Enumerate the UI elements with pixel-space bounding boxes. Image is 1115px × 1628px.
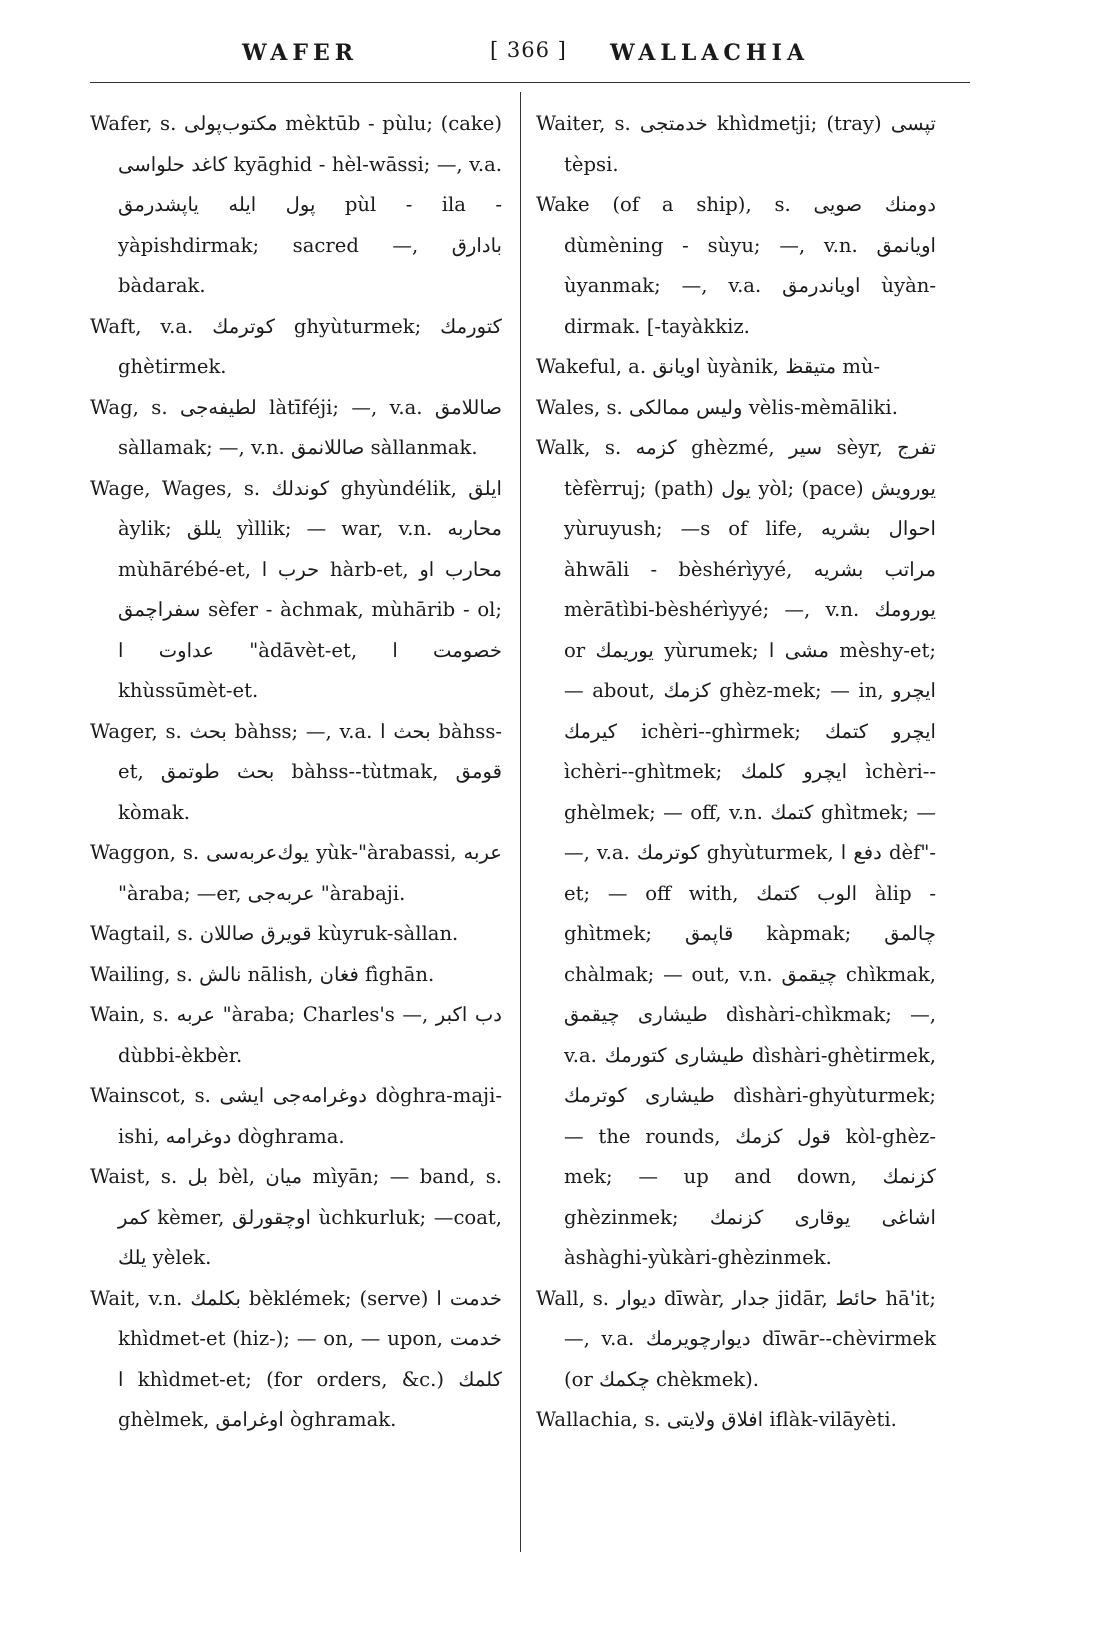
entry-wagtail: Wagtail, s. قویرق صاللان kùyruk-sàllan. (90, 922, 459, 945)
page-number: [ 366 ] (490, 38, 567, 62)
entry-wag: Wag, s. لطیفه‌جی làtīféji; —, v.a. صاللامق sàllamak; —, v.n. صاللانمق sàllanmak. (90, 395, 502, 459)
entry-wage: Wage, Wages, s. كوندلك ghyùndélik, ایلق àylik; یللق yìllik; — war, v.n. محاربه mùhārébé-et, حرب ا hàrb-et, محارب او سفراچمق sèfer - àchmak, mùhārib - ol; عداوت ا "àdāvèt-et, خصومت ا khùssūmèt-et. (90, 476, 502, 702)
entry-wailing: Wailing, s. نالش nālish, فغان fìghān. (90, 962, 435, 986)
entry-wakeful: Wakeful, a. اویانق ùyànik, متیقظ mù- (536, 355, 881, 378)
entry-waft: Waft, v.a. كوترمك ghyùturmek; كتورمك ghètirmek. (90, 314, 502, 378)
right-column (536, 104, 936, 1441)
entry-wainscot: Wainscot, s. دوغرامه‌جی ایشی dòghra-maji-ishi, دوغرامه dòghrama. (90, 1084, 502, 1148)
left-column (90, 104, 502, 1441)
entry-wager: Wager, s. بحث bàhss; —, v.a. بحث ا bàhss-et, بحث طوتمق bàhss--tùtmak, قومق kòmak. (90, 719, 502, 824)
entry-waist: Waist, s. بل bèl, میان mìyān; — band, s. كمر kèmer, اوچقورلق ùchkurluk; —coat, یلك yèlek. (90, 1165, 502, 1269)
entry-walk: Walk, s. كزمه ghèzmé, سیر sèyr, تفرج tèfèrruj; (path) یول yòl; (pace) یورویش yùruyush; —s of life, احوال بشریه àhwāli - bèshérìyyé, مراتب بشریه mèrātìbi-bèshérìyyé; —, v.n. یورومك or یوریمك yùrumek; مشی ا mèshy-et; — about, كزمك ghèz-mek; — in, ایچرو كیرمك ichèri--ghìrmek; ایچرو كتمك ìchèri--ghìtmek; ایچرو كلمك ìchèri--ghèlmek; — off, v.n. كتمك ghìtmek; — —, v.a. كوترمك ghyùturmek, دفع ا dèf"-et; — off with, الوب كتمك àlip - ghìtmek; قاپمق kàpmak; چالمق chàlmak; — out, v.n. چیقمق chìkmak, طیشاری چیقمق dìshàri-chìkmak; —, v.a. طیشاری كتورمك dìshàri-ghètirmek, طیشاری كوترمك dìshàri-ghyùturmek; — the rounds, قول كزمك kòl-ghèz-mek; — up and down, كزنمك ghèzinmek; اشاغی یوقاری كزنمك àshàghi-yùkàri-ghèzinmek. (536, 436, 937, 1269)
entry-wake: Wake (of a ship), s. دومنك صویی dùmèning - sùyu; —, v.n. اویانمق ùyanmak; —, v.a. اویاندرمق ùyàn-dirmak. [-tayàkkiz. (536, 193, 936, 338)
entry-waggon: Waggon, s. یوك‌عربه‌سی yùk-"àrabassi, عربه "àraba; —er, عربه‌جی "àrabaji. (90, 841, 502, 905)
column-divider (520, 92, 521, 1552)
entry-wales: Wales, s. ولیس ممالكی vèlis-mèmāliki. (536, 395, 898, 419)
running-header (90, 34, 970, 74)
header-right-word: WALLACHIA (610, 40, 810, 66)
entry-wain: Wain, s. عربه "àraba; Charles's —, دب اكبر dùbbi-èkbèr. (90, 1003, 502, 1067)
entry-wall: Wall, s. دیوار dīwàr, جدار jidār, حائط hā'it; —, v.a. دیوارچویرمك dīwār--chèvirmek (or چكمك chèkmek). (536, 1286, 936, 1391)
header-left-word: WAFER (242, 40, 359, 66)
entry-wait: Wait, v.n. بكلمك bèklémek; (serve) خدمت ا khìdmet-et (hiz-); — on, — upon, خدمت ا khìdmet-et; (for orders, &c.) كلمك ghèlmek, اوغرامق òghramak. (90, 1286, 502, 1431)
entry-waiter: Waiter, s. خدمتجی khìdmetji; (tray) تپسی tèpsi. (536, 112, 936, 176)
header-rule (90, 82, 970, 83)
entry-wallachia: Wallachia, s. افلاق ولایتی iflàk-vilāyèti. (536, 1408, 897, 1431)
entry-wafer: Wafer, s. مكتوب‌پولی mèktūb - pùlu; (cake) كاغد حلواسی kyāghid - hèl-wāssi; —, v.a. پول ایله یاپشدرمق pùl - ila - yàpishdirmak; sacred —, بادارق bàdarak. (90, 112, 502, 297)
